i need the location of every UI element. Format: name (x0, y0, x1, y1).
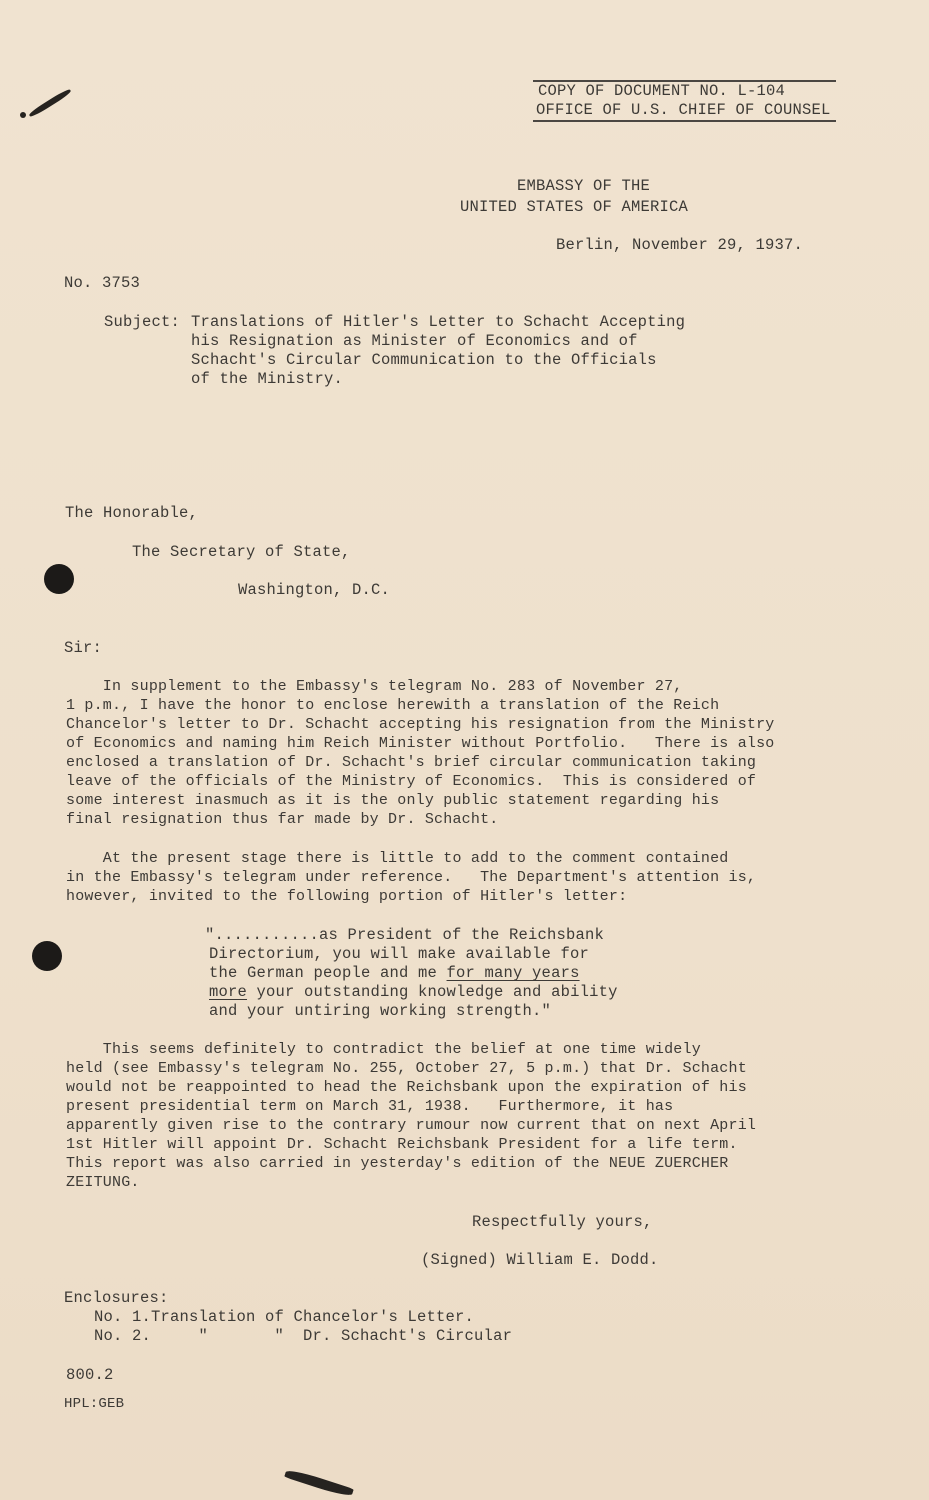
punch-hole-bottom (32, 941, 62, 971)
subject-line-1: Translations of Hitler's Letter to Schacht Accepting (191, 313, 686, 331)
ink-mark-tip (20, 112, 26, 118)
enclosure-item-1: No. 1.Translation of Chancelor's Letter. (94, 1308, 475, 1326)
address-line3: Washington, D.C. (238, 581, 391, 599)
subject-line-4: of the Ministry. (191, 370, 344, 388)
ink-mark-bottom (284, 1467, 354, 1498)
enclosure-item-2: No. 2. " " Dr. Schacht's Circular (94, 1327, 513, 1345)
signature: (Signed) William E. Dodd. (421, 1251, 659, 1269)
para3-line-7: This report was also carried in yesterday's edition of the NEUE ZUERCHER (66, 1155, 729, 1172)
quote-line-3-text: the German people and me (209, 964, 447, 982)
subject-line-2: his Resignation as Minister of Economics and of (191, 332, 638, 350)
para1-line-5: enclosed a translation of Dr. Schacht's brief circular communication taking (66, 754, 757, 771)
file-number: 800.2 (66, 1366, 114, 1384)
para2-line-1: At the present stage there is little to add to the comment contained (66, 850, 729, 867)
enclosures-label: Enclosures: (64, 1289, 169, 1307)
document-number: No. 3753 (64, 274, 141, 292)
address-line1: The Honorable, (65, 504, 199, 522)
subject-label: Subject: (104, 313, 181, 331)
para1-line-2: 1 p.m., I have the honor to enclose herewith a translation of the Reich (66, 697, 720, 714)
letterhead-line1: EMBASSY OF THE (517, 177, 651, 195)
para3-line-5: apparently given rise to the contrary rumour now current that on next April (66, 1117, 757, 1134)
typist-initials: HPL:GEB (64, 1396, 125, 1412)
letterhead-line2: UNITED STATES OF AMERICA (460, 198, 689, 216)
para1-line-8: final resignation thus far made by Dr. Schacht. (66, 811, 499, 828)
para3-line-2: held (see Embassy's telegram No. 255, October 27, 5 p.m.) that Dr. Schacht (66, 1060, 747, 1077)
quote-line-4 (209, 983, 618, 1003)
para2-line-3: however, invited to the following portion of Hitler's letter: (66, 888, 628, 905)
para3-line-3: would not be reappointed to head the Reichsbank upon the expiration of his (66, 1079, 747, 1096)
para3-line-8: ZEITUNG. (66, 1174, 140, 1191)
quote-emphasis-2: more (209, 983, 248, 1001)
para1-line-4: of Economics and naming him Reich Minister without Portfolio. There is also (66, 735, 775, 752)
punch-hole-top (44, 564, 74, 594)
subject-line-3: Schacht's Circular Communication to the Officials (191, 351, 657, 369)
place-date: Berlin, November 29, 1937. (556, 236, 804, 254)
para2-line-2: in the Embassy's telegram under reference. The Department's attention is, (66, 869, 757, 886)
quote-line-5: and your untiring working strength." (209, 1002, 552, 1020)
ink-mark (28, 88, 72, 119)
quote-line-3 (209, 964, 580, 984)
quote-line-4-text: your outstanding knowledge and ability (247, 983, 618, 1001)
closing: Respectfully yours, (472, 1213, 653, 1231)
copy-header-line1: COPY OF DOCUMENT NO. L-104 (538, 82, 786, 100)
copy-header-line2: OFFICE OF U.S. CHIEF OF COUNSEL (536, 101, 831, 119)
salutation: Sir: (64, 639, 103, 657)
para1-line-3: Chancelor's letter to Dr. Schacht accepting his resignation from the Ministry (66, 716, 775, 733)
para3-line-6: 1st Hitler will appoint Dr. Schacht Reichsbank President for a life term. (66, 1136, 738, 1153)
para3-line-4: present presidential term on March 31, 1938. Furthermore, it has (66, 1098, 674, 1115)
para1-line-6: leave of the officials of the Ministry of Economics. This is considered of (66, 773, 757, 790)
quote-line-1: "...........as President of the Reichsbank (205, 926, 605, 944)
para1-line-7: some interest inasmuch as it is the only public statement regarding his (66, 792, 720, 809)
para1-line-1: In supplement to the Embassy's telegram No. 283 of November 27, (66, 678, 683, 695)
quote-emphasis-1: for many years (446, 964, 580, 982)
address-line2: The Secretary of State, (132, 543, 351, 561)
copy-header-bottom-rule (533, 120, 836, 122)
quote-line-2: Directorium, you will make available for (209, 945, 590, 963)
para3-line-1: This seems definitely to contradict the belief at one time widely (66, 1041, 701, 1058)
